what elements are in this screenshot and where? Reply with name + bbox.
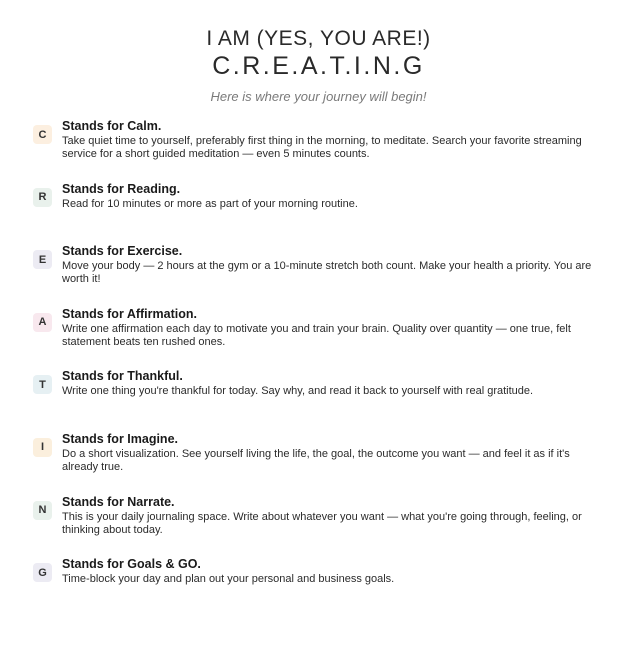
entry-heading: Stands for Exercise.	[62, 244, 183, 259]
page-subtitle: Here is where your journey will begin!	[210, 89, 427, 104]
entry-body: Write one affirmation each day to motivate you and train your brain. Quality over quantity — one true, felt statement beats ten rushed ones.	[62, 322, 571, 348]
entry-heading: Stands for Imagine.	[62, 431, 178, 446]
entry-body: Take quiet time to yourself, preferably first thing in the morning, to meditate. Search your favorite streaming service for a short guided meditation — even 5 minutes counts.	[62, 135, 582, 160]
page-title-line1: I AM (YES, YOU ARE!)	[206, 27, 431, 50]
letter-badge-n: N	[33, 501, 52, 520]
page-title-acronym: C.R.E.A.T.I.N.G	[212, 52, 425, 80]
letter-badge-e: E	[33, 250, 52, 269]
entry-affirmation	[33, 306, 603, 369]
entry-goals	[33, 556, 603, 619]
entry-imagine	[33, 431, 603, 494]
letter-badge-g: G	[33, 563, 52, 582]
entry-body: Move your body — 2 hours at the gym or a 10-minute stretch both count. Make your health a priority. You are worth it!	[62, 260, 592, 286]
entry-body: Read for 10 minutes or more as part of your morning routine.	[62, 197, 358, 210]
acronym-list	[33, 118, 603, 619]
entry-body: Write one thing you're thankful for today. Say why, and read it back to yourself with real gratitude.	[62, 385, 534, 398]
entry-narrate	[33, 494, 603, 557]
letter-badge-t: T	[33, 375, 52, 394]
entry-heading: Stands for Affirmation.	[62, 306, 197, 321]
letter-badge-c: C	[33, 125, 52, 144]
letter-badge-i: I	[33, 438, 52, 457]
entry-heading: Stands for Calm.	[62, 119, 162, 133]
letter-badge-a: A	[33, 313, 52, 332]
letter-badge-r: R	[33, 188, 52, 207]
page-header	[0, 26, 617, 105]
entry-heading: Stands for Reading.	[62, 181, 181, 196]
entry-reading	[33, 181, 603, 244]
entry-body: This is your daily journaling space. Write about whatever you want — what you're going through, feeling, or thinking about today.	[62, 510, 582, 536]
entry-body: Time-block your day and plan out your personal and business goals.	[62, 573, 395, 586]
entry-exercise	[33, 243, 603, 306]
entry-heading: Stands for Goals & GO.	[62, 557, 201, 572]
entry-heading: Stands for Narrate.	[62, 494, 175, 509]
entry-heading: Stands for Thankful.	[62, 369, 183, 384]
entry-body: Do a short visualization. See yourself living the life, the goal, the outcome you want — and feel it as if it's already true.	[62, 447, 570, 473]
entry-thankful	[33, 368, 603, 431]
entry-calm	[33, 118, 603, 181]
